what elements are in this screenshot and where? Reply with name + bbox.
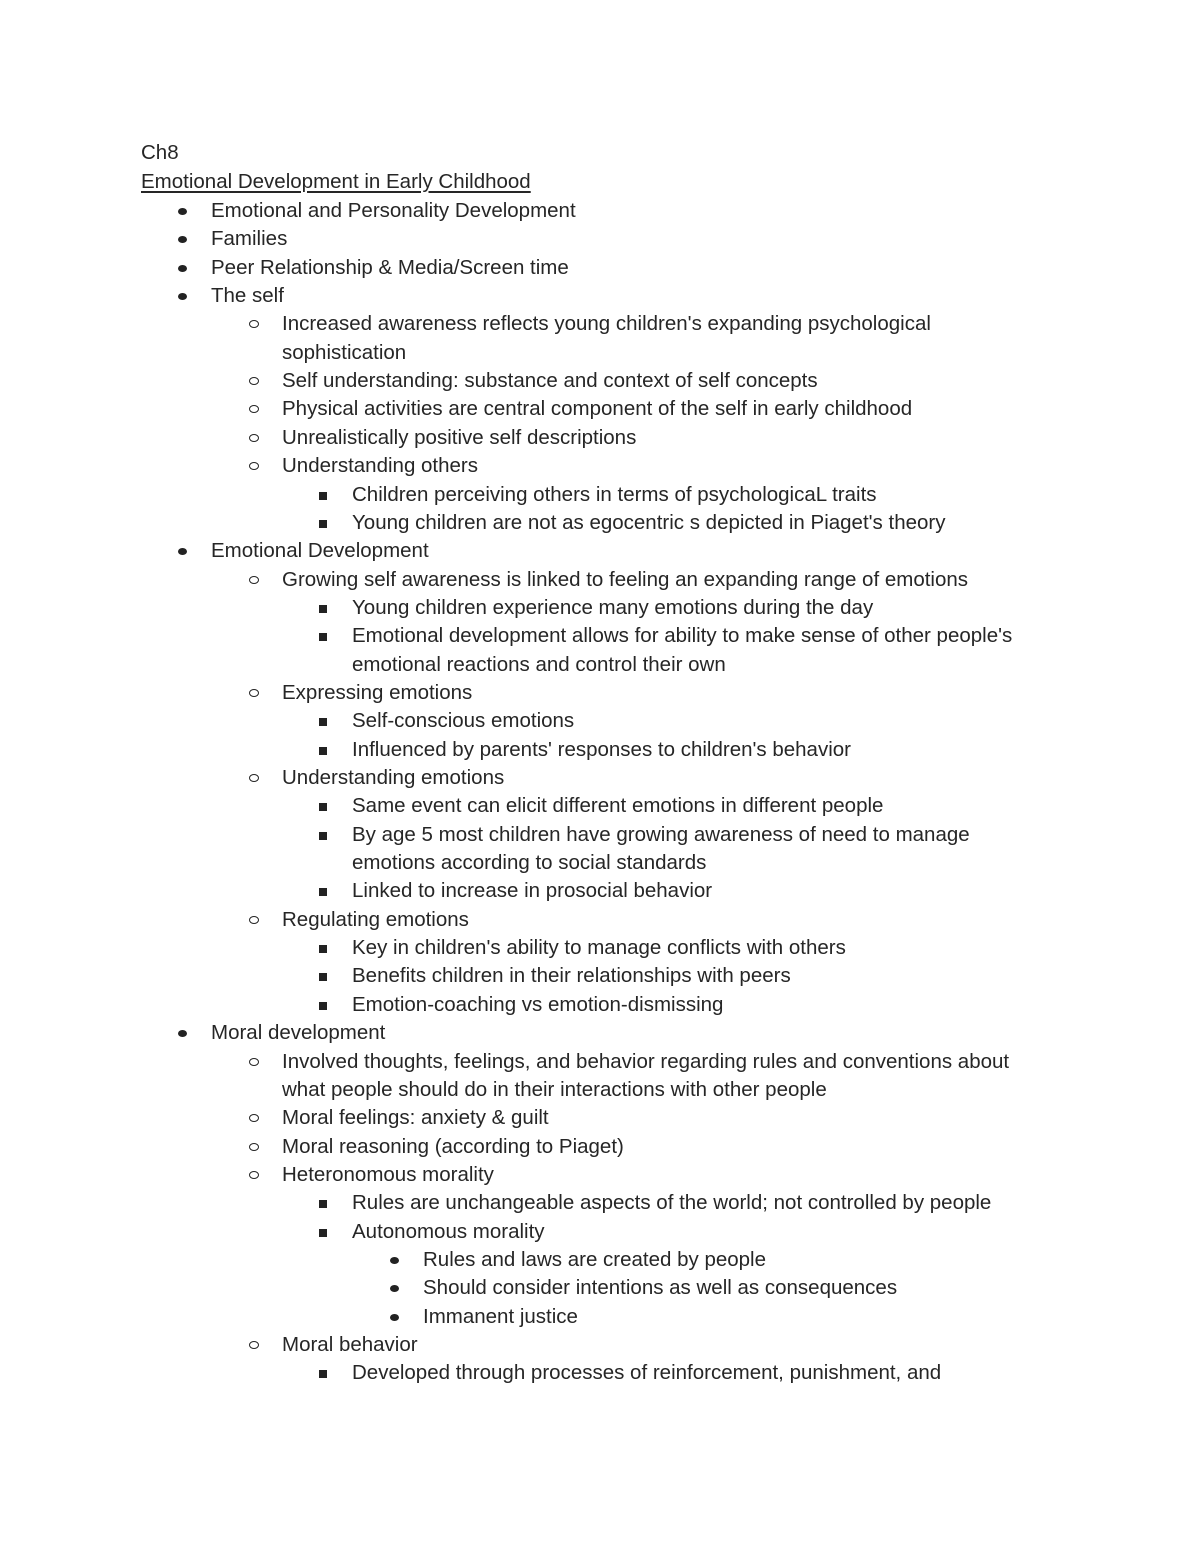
circle-bullet-icon [249,916,259,924]
list-item [0,310,1200,338]
list-item-text: Rules and laws are created by people [423,1247,767,1271]
list-item [0,991,1200,1019]
circle-bullet-icon [249,1114,259,1122]
disc-bullet-icon [390,1257,399,1264]
disc-bullet-icon [178,293,187,300]
list-item [0,1303,1200,1331]
list-item [0,962,1200,990]
list-item-text: Emotional and Personality Development [211,199,576,222]
list-item-text: Benefits children in their relationships with peers [352,964,791,988]
list-item [0,707,1200,735]
square-bullet-icon [319,1370,327,1378]
list-item-text: Unrealistically positive self descriptions [282,425,637,449]
list-item [0,254,1200,282]
list-item-text: Developed through processes of reinforcement, punishment, and [352,1361,942,1385]
list-item [0,367,1200,395]
list-item-text: Emotion-coaching vs emotion-dismissing [352,992,724,1016]
list-item [0,424,1200,452]
list-item-text: Understanding others [282,454,479,478]
list-item-text: Young children are not as egocentric s depicted in Piaget's theory [352,510,946,534]
circle-bullet-icon [249,462,259,470]
square-bullet-icon [319,832,327,840]
list-item-text: Moral feelings: anxiety & guilt [282,1106,549,1130]
list-item-text: Expressing emotions [282,680,473,704]
circle-bullet-icon [249,434,259,442]
list-item-text: Peer Relationship & Media/Screen time [211,255,569,279]
square-bullet-icon [319,973,327,981]
square-bullet-icon [319,803,327,811]
list-item [0,622,1200,650]
circle-bullet-icon [249,774,259,782]
list-item-continuation [0,339,1200,367]
disc-bullet-icon [178,265,187,272]
list-item [0,1189,1200,1217]
list-item [0,594,1200,622]
list-item-text: Emotional Development [211,539,429,563]
list-item-text: what people should do in their interactions with other people [282,1077,827,1101]
circle-bullet-icon [249,1341,259,1349]
circle-bullet-icon [249,405,259,413]
list-item-text: Regulating emotions [282,907,469,931]
list-item-continuation [0,849,1200,877]
disc-bullet-icon [178,236,187,243]
list-item [0,197,1200,225]
list-item-text: Autonomous morality [352,1219,545,1243]
list-item-text: Moral development [211,1021,386,1045]
disc-bullet-icon [178,548,187,555]
square-bullet-icon [319,605,327,613]
list-item [0,1019,1200,1047]
disc-bullet-icon [390,1285,399,1292]
square-bullet-icon [319,747,327,755]
list-item-text: Emotional development allows for ability to make sense of other people's [352,624,1013,648]
list-item [0,821,1200,849]
list-item [0,679,1200,707]
square-bullet-icon [319,492,327,500]
list-item-text: Same event can elicit different emotions in different people [352,794,884,818]
list-item [0,1104,1200,1132]
list-item-text: Growing self awareness is linked to feeling an expanding range of emotions [282,567,969,591]
list-item-text: Moral behavior [282,1333,418,1356]
list-item-text: The self [211,284,284,308]
list-item [0,1048,1200,1076]
square-bullet-icon [319,1229,327,1237]
list-item [0,282,1200,310]
circle-bullet-icon [249,377,259,385]
list-item [0,1359,1200,1387]
chapter-label: Ch8 [141,141,179,164]
square-bullet-icon [319,1200,327,1208]
list-item [0,877,1200,905]
list-item-text: Understanding emotions [282,766,505,789]
list-item [0,736,1200,764]
list-item [0,1331,1200,1359]
list-item-continuation [0,651,1200,679]
disc-bullet-icon [178,1030,187,1037]
circle-bullet-icon [249,320,259,328]
circle-bullet-icon [249,689,259,697]
list-item [0,566,1200,594]
list-item-text: emotional reactions and control their own [352,652,726,676]
square-bullet-icon [319,945,327,953]
list-item-text: sophistication [282,340,407,364]
list-item-text: Moral reasoning (according to Piaget) [282,1134,624,1158]
list-item-text: Families [211,227,288,251]
square-bullet-icon [319,888,327,896]
list-item [0,1274,1200,1302]
list-item [0,537,1200,565]
list-item [0,509,1200,537]
list-item [0,395,1200,423]
list-item [0,1161,1200,1189]
list-item-text: Children perceiving others in terms of psychologicaL traits [352,482,877,506]
list-item [0,1218,1200,1246]
list-item-text: Influenced by parents' responses to children's behavior [352,737,851,761]
list-item [0,481,1200,509]
page-title: Emotional Development in Early Childhood [141,170,531,193]
list-item-text: Increased awareness reflects young children's expanding psychological [282,312,931,336]
list-item-text: Rules are unchangeable aspects of the world; not controlled by people [352,1191,992,1215]
list-item [0,1246,1200,1274]
square-bullet-icon [319,633,327,641]
list-item-text: Heteronomous morality [282,1162,494,1186]
square-bullet-icon [319,718,327,726]
list-item-text: Key in children's ability to manage conflicts with others [352,936,846,960]
list-item [0,225,1200,253]
list-item [0,906,1200,934]
list-item [0,934,1200,962]
list-item-text: emotions according to social standards [352,851,707,875]
circle-bullet-icon [249,1171,259,1179]
list-item [0,452,1200,480]
circle-bullet-icon [249,1143,259,1151]
list-item-text: Self-conscious emotions [352,709,575,733]
square-bullet-icon [319,1002,327,1010]
list-item-text: Self understanding: substance and context of self concepts [282,369,818,393]
list-item-text: Physical activities are central component of the self in early childhood [282,397,913,421]
list-item-continuation [0,1076,1200,1104]
list-item [0,764,1200,792]
list-item [0,792,1200,820]
list-item-text: Immanent justice [423,1304,578,1328]
list-item-text: By age 5 most children have growing awareness of need to manage [352,822,970,846]
list-item-text: Should consider intentions as well as consequences [423,1276,898,1300]
circle-bullet-icon [249,576,259,584]
list-item-text: Involved thoughts, feelings, and behavior regarding rules and conventions about [282,1049,1010,1073]
square-bullet-icon [319,520,327,528]
list-item [0,1133,1200,1161]
circle-bullet-icon [249,1058,259,1066]
disc-bullet-icon [390,1314,399,1321]
disc-bullet-icon [178,208,187,215]
list-item-text: Young children experience many emotions during the day [352,595,874,619]
list-item-text: Linked to increase in prosocial behavior [352,879,713,903]
